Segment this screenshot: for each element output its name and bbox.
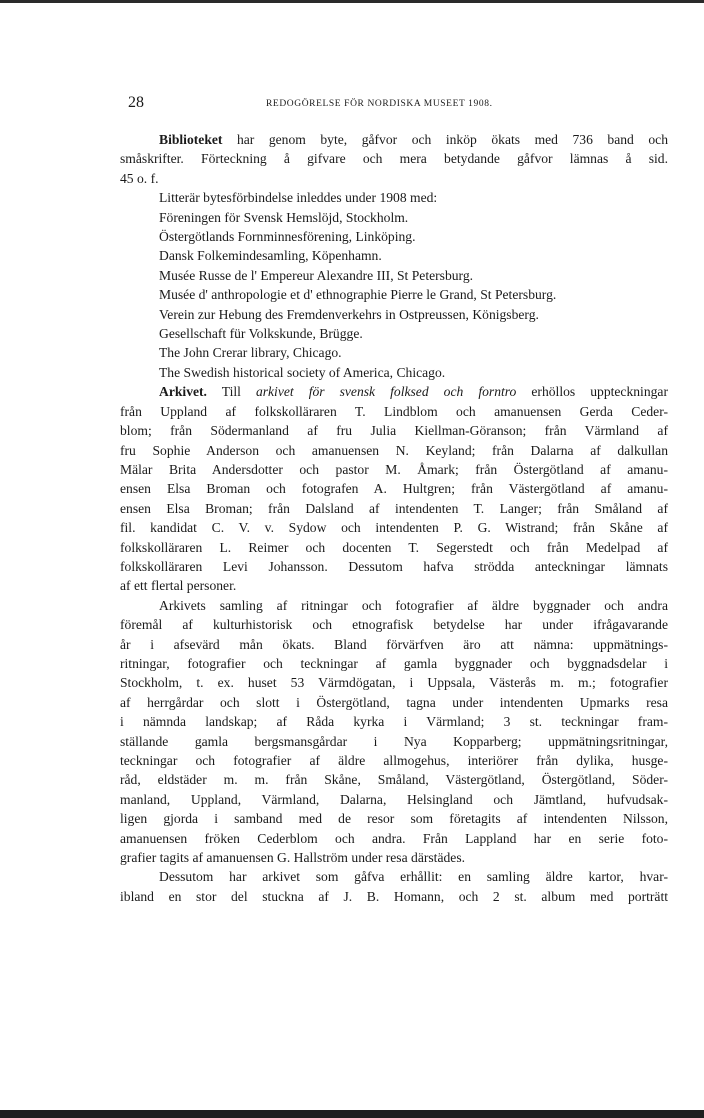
paragraph-collection-line: manland, Uppland, Värmland, Dalarna, Helsingland och Jämtland, hufvudsak- xyxy=(120,791,668,807)
exchange-list-item: The Swedish historical society of America, Chicago. xyxy=(159,364,446,380)
paragraph-collection-line: Arkivets samling af ritningar och fotografier af äldre byggnader och andra xyxy=(159,597,668,613)
document-page xyxy=(120,94,668,906)
archive-line1-b: erhöllos uppteckningar xyxy=(516,384,668,400)
paragraph-collection-line: Stockholm, t. ex. huset 53 Värmdögatan, i Uppsala, Västerås m. m.; fotografier xyxy=(120,675,668,691)
paragraph-gifts-line: Dessutom har arkivet som gåfva erhållit: en samling äldre kartor, hvar- xyxy=(159,869,668,885)
paragraph-archive-line: fru Sophie Anderson och amanuensen N. Keyland; från Dalarna af dalkullan xyxy=(120,442,668,458)
paragraph-collection-line: ställande gamla bergsmansgårdar i Nya Kopparberg; uppmätningsritningar, xyxy=(120,733,668,749)
exchange-list-item: Föreningen för Svensk Hemslöjd, Stockholm. xyxy=(159,209,409,225)
exchange-list xyxy=(120,208,668,383)
body-text xyxy=(120,130,668,906)
archive-italic-title: arkivet för svensk folksed och forntro xyxy=(255,384,517,400)
paragraph-archive-line: ensen Elsa Broman; från Dalsland af intendenten T. Langer; från Småland af xyxy=(120,500,668,516)
page-number: 28 xyxy=(128,94,144,111)
paragraph-archive-line: från Uppland af folkskolläraren T. Lindblom och amanuensen Gerda Ceder- xyxy=(120,403,668,419)
paragraph-collection-line: i nämnda landskap; af Råda kyrka i Värmland; 3 st. teckningar fram- xyxy=(120,714,668,730)
exchange-intro: Litterär bytesförbindelse inleddes under 1908 med: xyxy=(159,190,438,206)
paragraph-collection-line: ligen gjorda i samband med de resor som företagits af intendenten Nilsson, xyxy=(120,811,668,827)
archive-heading: Arkivet. xyxy=(159,384,207,400)
exchange-list-item: The John Crerar library, Chicago. xyxy=(159,345,342,361)
bottom-border-rule xyxy=(0,1110,704,1118)
library-heading: Biblioteket xyxy=(159,132,223,147)
paragraph-library-line: 45 o. f. xyxy=(120,170,159,186)
archive-line1-a: Till xyxy=(206,384,256,400)
exchange-list-item: Musée Russe de l' Empereur Alexandre III, St Petersburg. xyxy=(159,267,474,283)
paragraph-archive-line: ensen Elsa Broman och fotografen A. Hultgren; från Västergötland af amanu- xyxy=(120,481,668,497)
paragraph-collection-line: föremål af kulturhistorisk och etnografisk betydelse har under ifrågavarande xyxy=(120,617,668,633)
paragraph-archive-line: blom; från Södermanland af fru Julia Kiellman-Göranson; från Värmland af xyxy=(120,423,668,439)
paragraph-archive-line: fil. kandidat C. V. v. Sydow och intendenten P. G. Wistrand; från Skåne af xyxy=(120,520,668,536)
paragraph-library-line xyxy=(120,130,668,149)
paragraph-archive-line: Mälar Brita Andersdotter och pastor M. Åmark; från Östergötland af amanu- xyxy=(120,461,668,477)
paragraph-gifts-line: ibland en stor del stuckna af J. B. Homann, och 2 st. album med porträtt xyxy=(120,888,668,904)
paragraph-collection-line: teckningar och fotografier af äldre allmogehus, interiörer från dylika, husge- xyxy=(120,753,668,768)
exchange-list-item: Gesellschaft für Volkskunde, Brügge. xyxy=(159,326,363,342)
paragraph-archive-line xyxy=(120,382,668,401)
paragraph-library-line: småskrifter. Förteckning å gifvare och mera betydande gåfvor lämnas å sid. xyxy=(120,151,668,167)
paragraph-archive-line: folkskolläraren L. Reimer och docenten T. Segerstedt och från Medelpad af xyxy=(120,539,668,555)
exchange-list-item: Dansk Folkemindesamling, Köpenhamn. xyxy=(159,248,382,264)
paragraph-collection-line: af herrgårdar och slott i Östergötland, tagna under intendenten Upmarks resa xyxy=(120,694,668,710)
running-head xyxy=(120,94,668,120)
top-border-rule xyxy=(0,0,704,3)
paragraph-collection-line: råd, eldstäder m. m. från Skåne, Småland, Västergötland, Östergötland, Söder- xyxy=(120,772,668,788)
paragraph-archive-line: af ett flertal personer. xyxy=(120,578,237,594)
paragraph-archive-line: folkskolläraren Levi Johansson. Dessutom hafva strödda anteckningar lämnats xyxy=(120,558,668,574)
library-line1-text: har genom byte, gåfvor och inköp ökats med 736 band och xyxy=(222,132,668,147)
exchange-list-item: Musée d' anthropologie et d' ethnographie Pierre le Grand, St Petersburg. xyxy=(159,287,557,303)
paragraph-collection-line: grafier tagits af amanuensen G. Hallström under resa därstädes. xyxy=(120,850,466,866)
running-title: REDOGÖRELSE FÖR NORDISKA MUSEET 1908. xyxy=(266,99,493,109)
paragraph-collection-line: år i afsevärd mån ökats. Bland förvärfven äro att nämna: uppmätnings- xyxy=(120,636,668,652)
exchange-list-item: Östergötlands Fornminnesförening, Linköping. xyxy=(159,229,416,245)
exchange-list-item: Verein zur Hebung des Fremdenverkehrs in Ostpreussen, Königsberg. xyxy=(159,306,539,322)
paragraph-collection-line: amanuensen fröken Cederblom och andra. Från Lappland har en serie foto- xyxy=(120,830,668,846)
paragraph-collection-line: ritningar, fotografier och teckningar af gamla byggnader och byggnadsdelar i xyxy=(120,655,668,671)
